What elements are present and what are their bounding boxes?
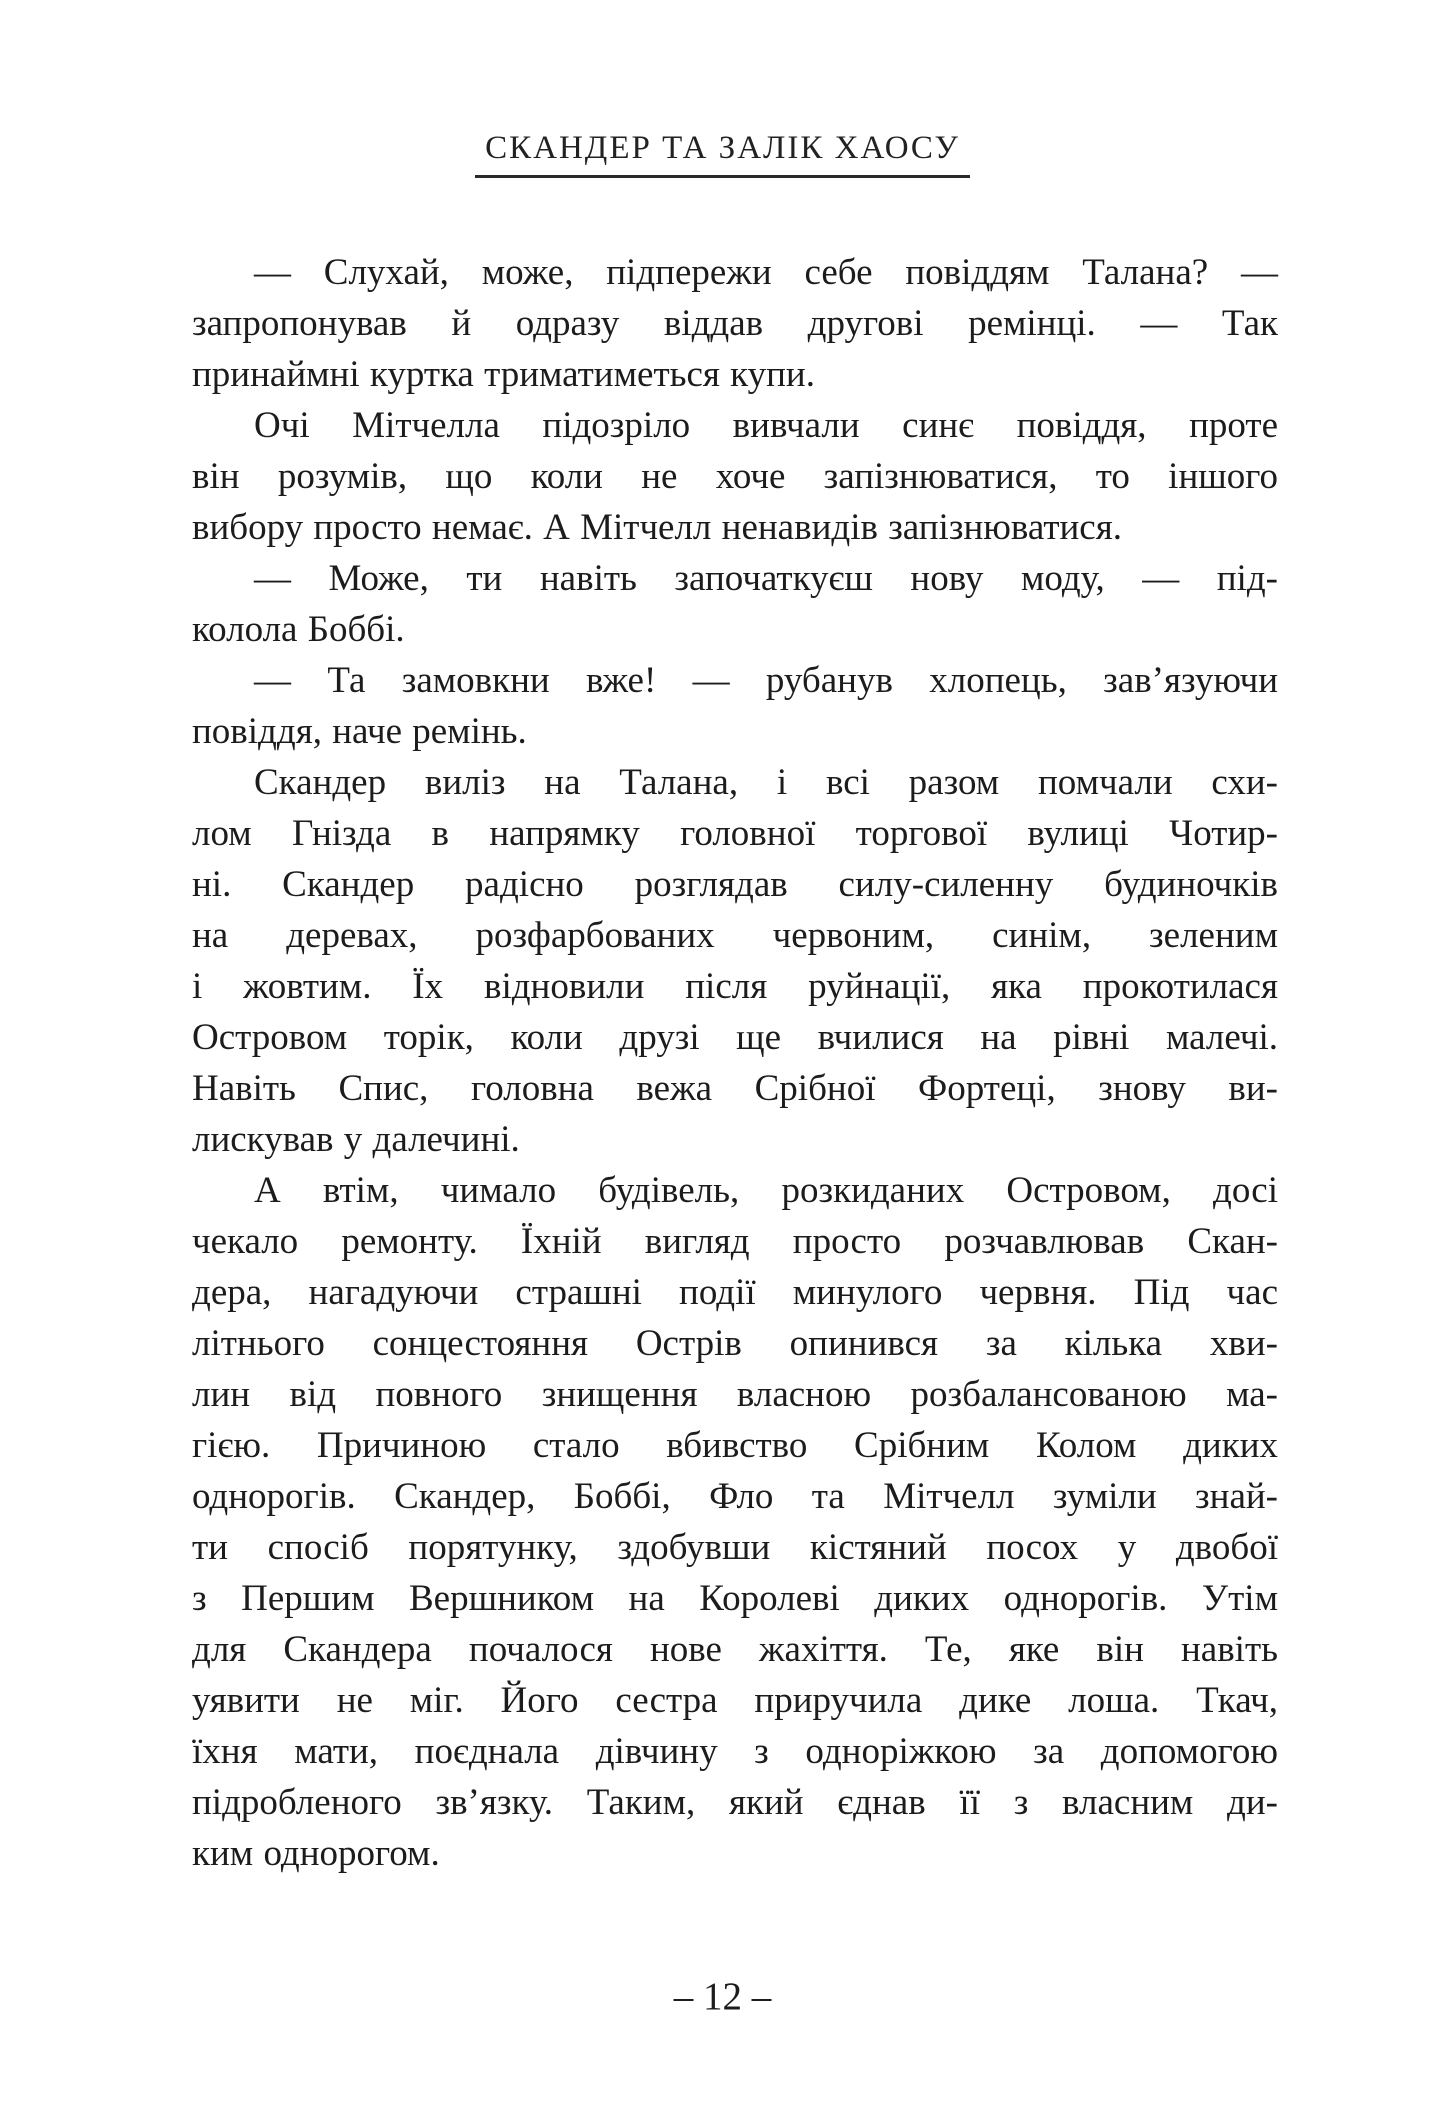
text-line: підробленого зв’язку. Таким, який єднав її з власним ди- bbox=[192, 1782, 1278, 1823]
text-line: Скандер виліз на Талана, і всі разом помчали схи- bbox=[254, 762, 1278, 803]
chapter-title: СКАНДЕР ТА ЗАЛІК ХАОСУ bbox=[475, 130, 970, 178]
text-line: чекало ремонту. Їхній вигляд просто розчавлював Скан- bbox=[192, 1221, 1278, 1262]
text-block bbox=[192, 247, 1278, 1879]
text-line: — Слухай, може, підпережи себе повіддям Талана? — bbox=[254, 252, 1278, 293]
text-line: А втім, чимало будівель, розкиданих Островом, досі bbox=[254, 1170, 1278, 1211]
text-line: їхня мати, поєднала дівчину з одноріжкою за допомогою bbox=[192, 1731, 1278, 1772]
text-line: ні. Скандер радісно розглядав силу-силенну будиночків bbox=[192, 864, 1278, 905]
text-line: гією. Причиною стало вбивство Срібним Колом диких bbox=[192, 1425, 1278, 1466]
text-line: однорогів. Скандер, Боббі, Фло та Мітчелл зуміли знай- bbox=[192, 1476, 1278, 1517]
text-line: Навіть Спис, головна вежа Срібної Фортеці, знову ви- bbox=[192, 1068, 1278, 1109]
text-line: вибору просто немає. А Мітчелл ненавидів запізнюватися. bbox=[192, 507, 1122, 548]
paragraph bbox=[192, 1165, 1278, 1879]
text-line: Островом торік, коли друзі ще вчилися на рівні малечі. bbox=[192, 1017, 1278, 1058]
paragraph bbox=[192, 655, 1278, 757]
text-line: дера, нагадуючи страшні події минулого червня. Під час bbox=[192, 1272, 1278, 1313]
text-line: повіддя, наче ремінь. bbox=[192, 711, 527, 752]
text-line: для Скандера почалося нове жахіття. Те, яке він навіть bbox=[192, 1629, 1278, 1670]
paragraph bbox=[192, 400, 1278, 553]
text-line: він розумів, що коли не хоче запізнюватися, то іншого bbox=[192, 456, 1278, 497]
page-number: – 12 – bbox=[673, 1975, 772, 2018]
text-line: ким однорогом. bbox=[192, 1833, 440, 1874]
text-line: ти спосіб порятунку, здобувши кістяний посох у двобої bbox=[192, 1527, 1278, 1568]
text-line: запропонував й одразу віддав другові ремінці. — Так bbox=[192, 303, 1278, 344]
running-head bbox=[0, 130, 1445, 178]
text-line: літнього сонцестояння Острів опинився за кілька хви- bbox=[192, 1323, 1278, 1364]
text-line: — Та замовкни вже! — рубанув хлопець, зав’язуючи bbox=[254, 660, 1278, 701]
text-line: — Може, ти навіть започаткуєш нову моду, — під- bbox=[254, 558, 1278, 599]
text-line: лин від повного знищення власною розбалансованою ма- bbox=[192, 1374, 1278, 1415]
paragraph bbox=[192, 757, 1278, 1165]
text-line: і жовтим. Їх відновили після руйнації, яка прокотилася bbox=[192, 966, 1278, 1007]
text-line: лом Гнізда в напрямку головної торгової вулиці Чотир- bbox=[192, 813, 1278, 854]
text-line: на деревах, розфарбованих червоним, синім, зеленим bbox=[192, 915, 1278, 956]
paragraph bbox=[192, 553, 1278, 655]
text-line: колола Боббі. bbox=[192, 609, 405, 650]
text-line: Очі Мітчелла підозріло вивчали синє повіддя, проте bbox=[254, 405, 1278, 446]
text-line: лискував у далечині. bbox=[192, 1119, 520, 1160]
paragraph bbox=[192, 247, 1278, 400]
text-line: з Першим Вершником на Королеві диких однорогів. Утім bbox=[192, 1578, 1278, 1619]
text-line: принаймні куртка триматиметься купи. bbox=[192, 354, 815, 395]
text-line: уявити не міг. Його сестра приручила дике лоша. Ткач, bbox=[192, 1680, 1278, 1721]
